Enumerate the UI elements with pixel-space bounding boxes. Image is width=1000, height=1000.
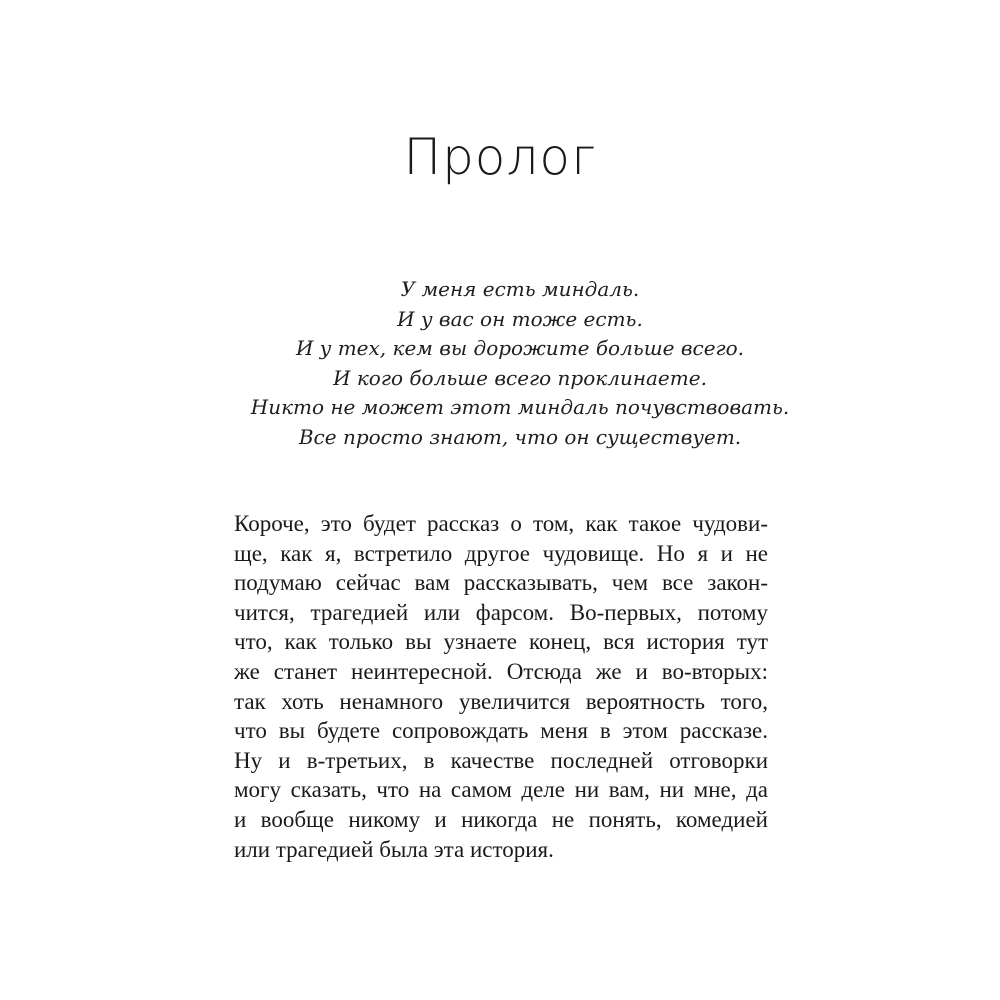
body-line: что, как только вы узнаете конец, вся история тут xyxy=(234,629,768,655)
chapter-title: Пролог xyxy=(403,128,597,186)
body-paragraph xyxy=(234,509,768,864)
body-line: чится, трагедией или фарсом. Во-первых, потому xyxy=(234,599,768,625)
epigraph-line: И у тех, кем вы дорожите больше всего. xyxy=(295,336,745,360)
body-line: же станет неинтересной. Отсюда же и во-вторых: xyxy=(234,658,768,684)
body-line: ще, как я, встретило другое чудовище. Но я и не xyxy=(234,540,768,566)
epigraph-line: И кого больше всего проклинаете. xyxy=(333,365,707,390)
body-line: или трагедией была эта история. xyxy=(234,836,554,862)
epigraph xyxy=(200,275,840,452)
epigraph-line: У меня есть миндаль. xyxy=(400,277,640,301)
epigraph-line: И у вас он тоже есть. xyxy=(397,306,643,331)
body-line: и вообще никому и никогда не понять, комедией xyxy=(234,806,768,832)
body-line: могу сказать, что на самом деле ни вам, ни мне, да xyxy=(234,777,768,803)
body-line: Ну и в-третьих, в качестве последней отговорки xyxy=(234,747,768,773)
body-line: подумаю сейчас вам рассказывать, чем все закон- xyxy=(234,570,768,596)
body-line: Короче, это будет рассказ о том, как такое чудови- xyxy=(234,511,768,536)
epigraph-line: Все просто знают, что он существует. xyxy=(298,424,742,449)
epigraph-line: Никто не может этот миндаль почувствовать. xyxy=(250,395,790,419)
body-line: что вы будете сопровождать меня в этом рассказе. xyxy=(234,718,768,744)
body-line: так хоть ненамного увеличится вероятность того, xyxy=(234,688,768,714)
